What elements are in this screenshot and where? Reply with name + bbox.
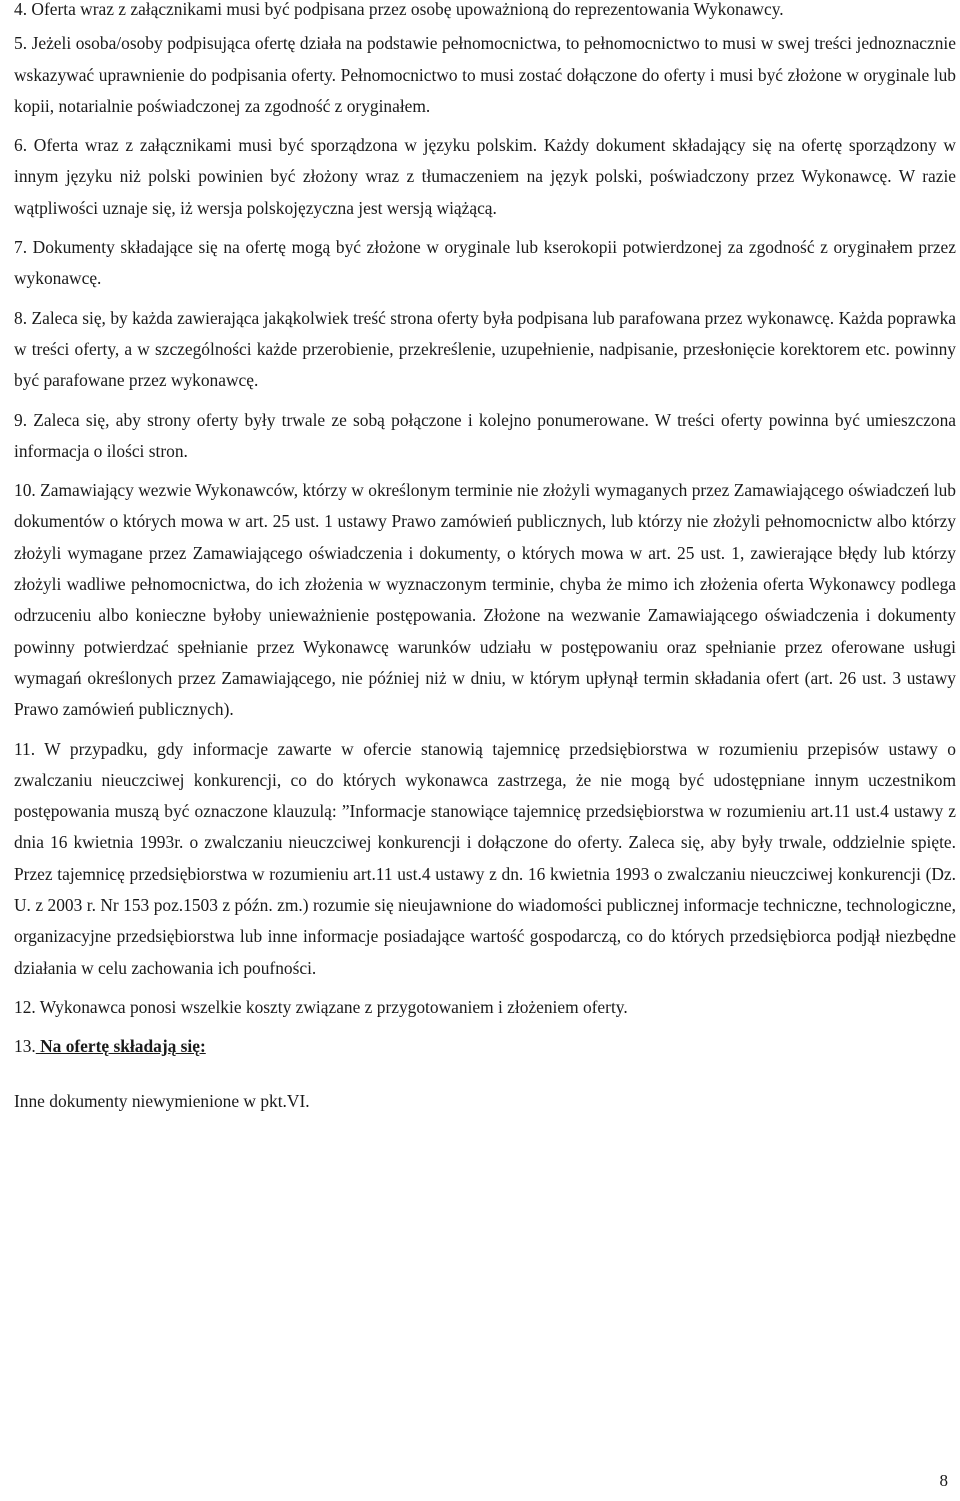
- other-documents-note: Inne dokumenty niewymienione w pkt.VI.: [14, 1091, 310, 1112]
- paragraph-7: 7. Dokumenty składające się na ofertę mogą być złożone w oryginale lub kserokopii potwierdzonej za zgodność z oryginałem przez wykonawcę.: [14, 237, 956, 289]
- document-page: [14, 0, 956, 1117]
- paragraph-8: 8. Zaleca się, by każda zawierająca jakąkolwiek treść strona oferty była podpisana lub parafowana przez wykonawcę. Każda poprawka w treści oferty, a w szczególności każde przerobienie, przekreślenie, uzupełnienie, nadpisanie, przesłonięcie korektorem etc. powinny być parafowane przez wykonawcę.: [14, 307, 956, 391]
- section-13-heading: [14, 1031, 956, 1062]
- paragraph-11: 11. W przypadku, gdy informacje zawarte w ofercie stanowią tajemnicę przedsiębiorstwa w rozumieniu przepisów ustawy o zwalczaniu nieuczciwej konkurencji, co do których wykonawca zastrzega, że nie mogą być udostępniane innym uczestnikom postępowania muszą być oznaczone klauzulą: ”Informacje stanowiące tajemnicę przedsiębiorstwa w rozumieniu art.11 ust.4 ustawy z dnia 16 kwietnia 1993r. o zwalczaniu nieuczciwej konkurencji i dołączone do oferty. Zaleca się, aby były trwale, oddzielnie spięte. Przez tajemnicę przedsiębiorstwa w rozumieniu art.11 ust.4 ustawy z dn. 16 kwietnia 1993 o zwalczaniu nieuczciwej konkurencji (Dz. U. z 2003 r. Nr 153 poz.1503 z późn. zm.) rozumie się nieujawnione do wiadomości publicznej informacje techniczne, technologiczne, organizacyjne przedsiębiorstwa lub inne informacje posiadające wartość gospodarczą, co do których przedsiębiorca podjął niezbędne działania w celu zachowania ich poufności.: [14, 738, 956, 978]
- section-13-title: Na ofertę składają się:: [35, 1036, 206, 1057]
- paragraph-9: 9. Zaleca się, aby strony oferty były trwale ze sobą połączone i kolejno ponumerowane. W treści oferty powinna być umieszczona informacja o ilości stron.: [14, 409, 956, 461]
- paragraph-12: 12. Wykonawca ponosi wszelkie koszty związane z przygotowaniem i złożeniem oferty.: [14, 996, 628, 1017]
- paragraph-5: 5. Jeżeli osoba/osoby podpisująca ofertę działa na podstawie pełnomocnictwa, to pełnomocnictwo to musi w swej treści jednoznacznie wskazywać uprawnienie do podpisania oferty. Pełnomocnictwo to musi zostać dołączone do oferty i musi być złożone w oryginale lub kopii, notarialnie poświadczonej za zgodność z oryginałem.: [14, 33, 956, 116]
- paragraph-4: 4. Oferta wraz z załącznikami musi być podpisana przez osobę upoważnioną do reprezentowania Wykonawcy.: [14, 0, 784, 19]
- section-13-number: 13.: [14, 1036, 36, 1057]
- page-number: 8: [939, 1471, 948, 1490]
- paragraph-10: 10. Zamawiający wezwie Wykonawców, którzy w określonym terminie nie złożyli wymaganych przez Zamawiającego oświadczeń lub dokumentów o których mowa w art. 25 ust. 1 ustawy Prawo zamówień publicznych, lub którzy nie złożyli pełnomocnictw albo którzy złożyli wymagane przez Zamawiającego oświadczenia i dokumenty, o których mowa w art. 25 ust. 1, zawierające błędy lub którzy złożyli wadliwe pełnomocnictwa, do ich złożenia w wyznaczonym terminie, chyba że mimo ich złożenia oferta Wykonawcy podlega odrzuceniu albo konieczne byłoby unieważnienie postępowania. Złożone na wezwanie Zamawiającego oświadczenia i dokumenty powinny potwierdzać spełnianie przez Wykonawcę warunków udziału w postępowaniu oraz spełnianie przez oferowane usługi wymagań określonych przez Zamawiającego, nie później niż w dniu, w którym upłynął termin składania ofert (art. 26 ust. 3 ustawy Prawo zamówień publicznych).: [14, 480, 956, 720]
- paragraph-6: 6. Oferta wraz z załącznikami musi być sporządzona w języku polskim. Każdy dokument składający się na ofertę sporządzony w innym języku niż polski powinien być złożony wraz z tłumaczeniem na język polski, poświadczony przez Wykonawcę. W razie wątpliwości uznaje się, iż wersja polskojęzyczna jest wersją wiążącą.: [14, 135, 956, 218]
